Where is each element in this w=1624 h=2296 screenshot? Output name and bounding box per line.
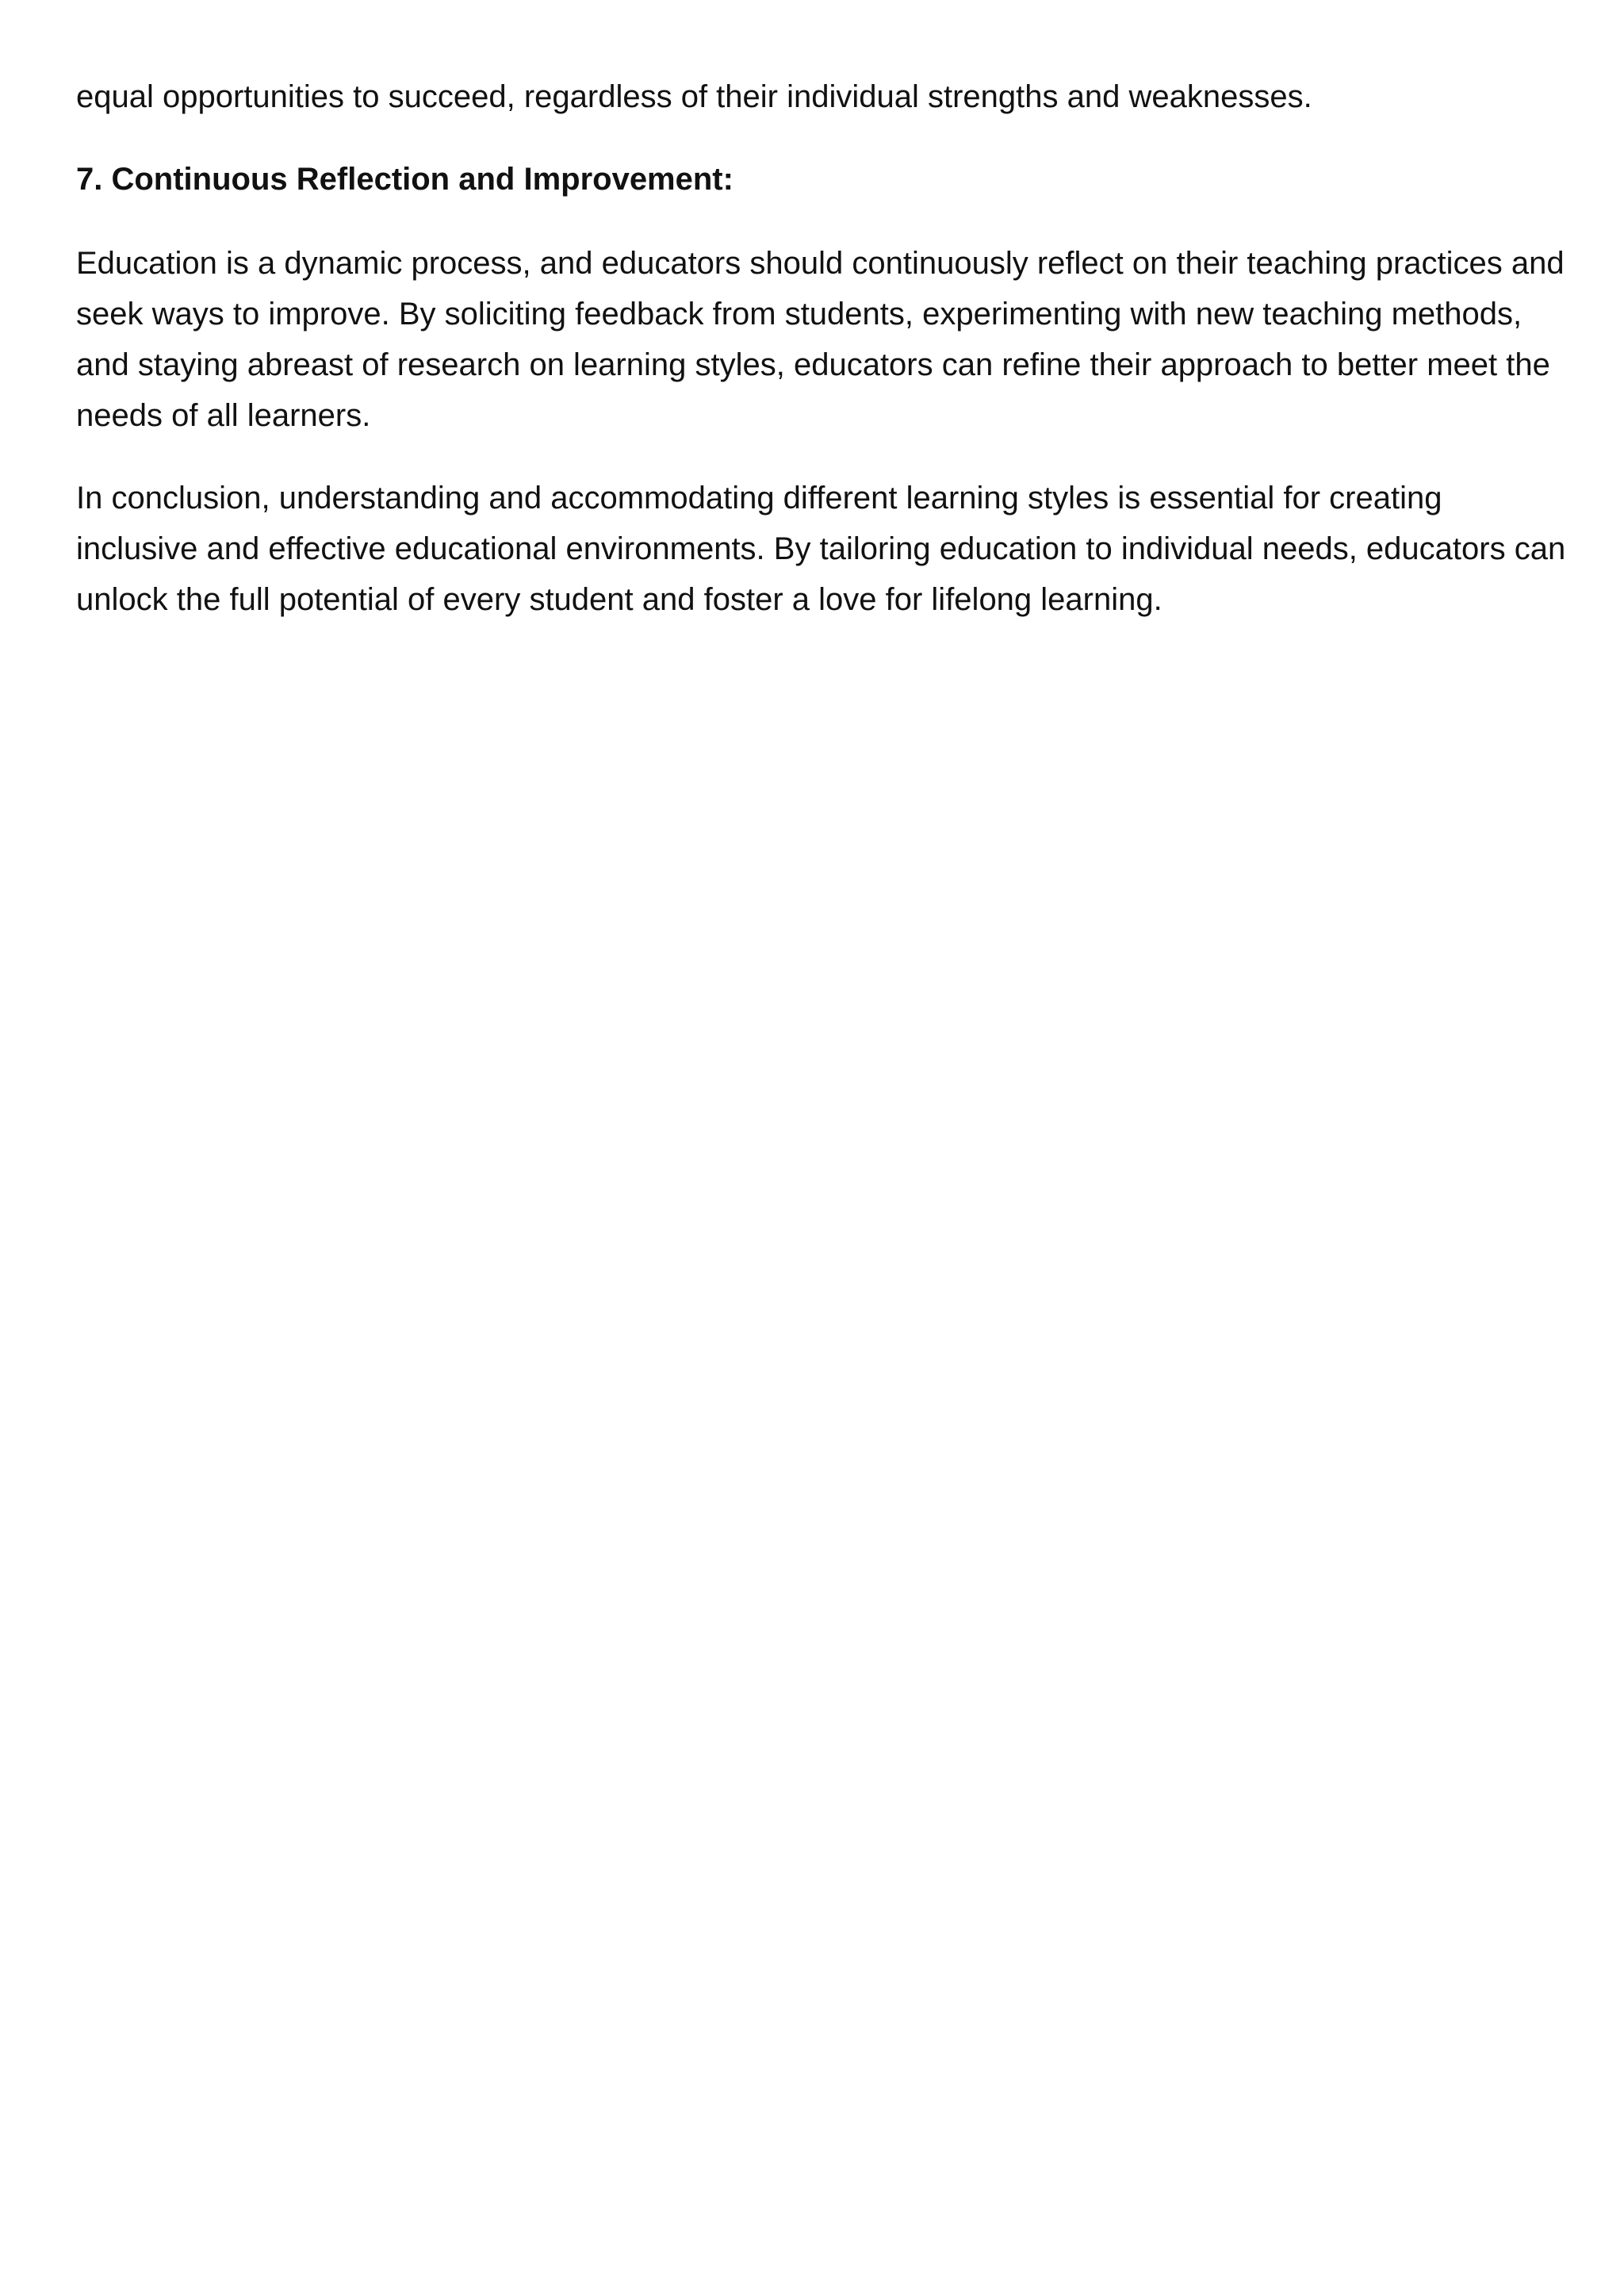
section-heading-continuous-reflection: 7. Continuous Reflection and Improvement:: [76, 162, 733, 197]
paragraph-conclusion: In conclusion, understanding and accommodating different learning styles is essential for creating inclusive and effective educational environments. By tailoring education to individual needs, educators can unlock the full potential of every student and foster a love for lifelong learning.: [76, 481, 1566, 617]
paragraph-reflection: Education is a dynamic process, and educators should continuously reflect on their teaching practices and seek ways to improve. By soliciting feedback from students, experimenting with new teaching methods, and staying abreast of research on learning styles, educators can refine their approach to better meet the needs of all learners.: [76, 246, 1565, 433]
paragraph-continuation: equal opportunities to succeed, regardless of their individual strengths and weaknesses.: [76, 79, 1312, 114]
